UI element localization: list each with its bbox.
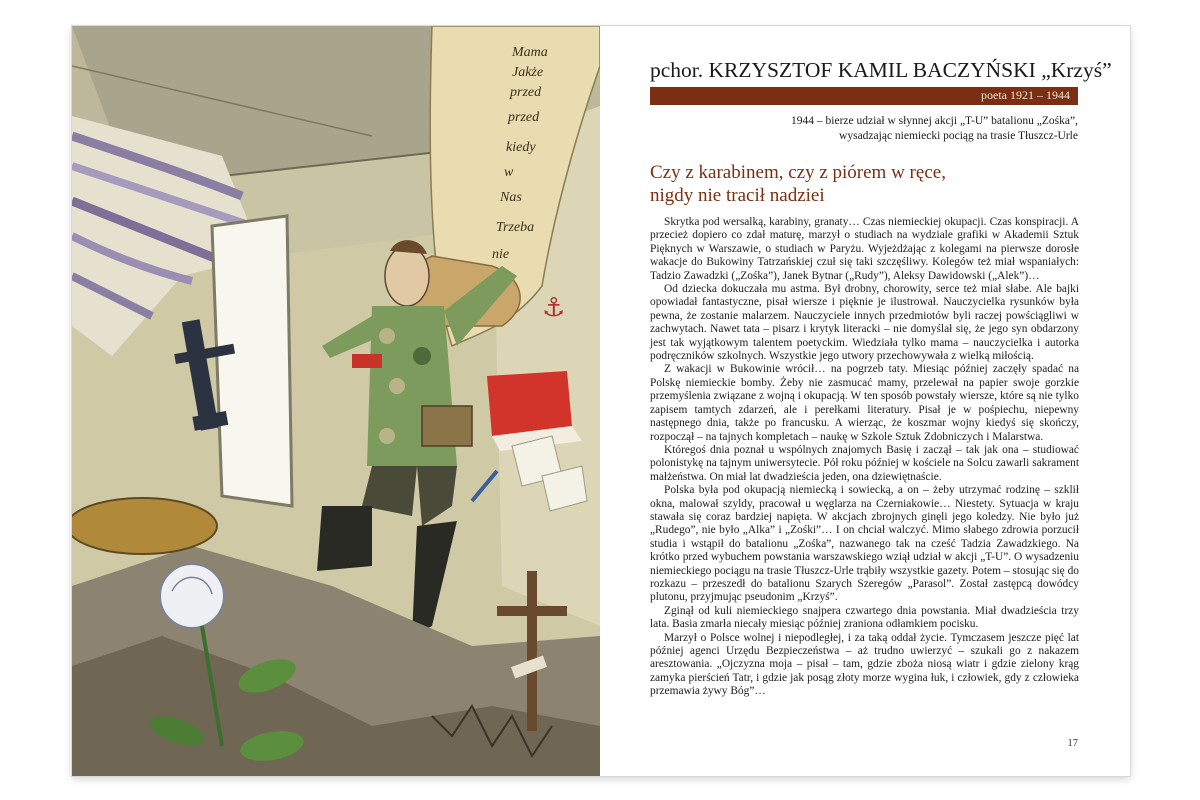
paragraph: Skrytka pod wersalką, karabiny, granaty… Czas niemieckiej okupacji. Czas konspiracji. A przecież dopiero co zdał maturę, marzył o studiach na wydziale grafiki w Akademii Sztuk Pięknych w Warszawie, o studiach w Paryżu. Wyjeżdżając z kolegami na pierwsze dorosłe wakacje do Bukowiny Tatrzańskiej czuł się taki szczęśliwy. Kolegów też miał wspaniałych: Tadzio Zawadzki („Zośka”), Janek Bytnar („Rudy”), Aleksy Dawidowski („Alek”)… xyxy=(650,216,1079,282)
paragraph: Od dziecka dokuczała mu astma. Był drobny, chorowity, serce też miał słabe. Ale bajki opowiadał fantastyczne, pisał wiersze i pięknie je ilustrował. Nauczycielka rysunków była pewna, że zostanie malarzem. Nauczyciele innych przedmiotów byli raczej powściągliwi w zachwytach. Nawet tata – pisarz i krytyk literacki – nie domyślał się, że jego syn obdarzony jest tak wyjątkowym talentem poetyckim. Wiedziała tylko mama – nauczycielka i autorka podręczników szkolnych. Wszystkie jego utwory przechowywała z wielką miłością. xyxy=(650,283,1079,363)
page-title: pchor. KRZYSZTOF KAMIL BACZYŃSKI „Krzyś” xyxy=(650,58,1112,82)
banner-word-6: w xyxy=(504,165,514,180)
text-page xyxy=(600,26,1130,776)
subtitle xyxy=(658,114,1078,144)
paragraph: Marzył o Polsce wolnej i niepodległej, i za taką oddał życie. Tymczasem jeszcze pięć lat później agenci Urzędu Bezpieczeństwa – aż trudno uwierzyć – szukali go z nakazem aresztowania. „Ojczyzna moja – pisał – tam, gdzie zboża niosą wiatr i gdzie zielony krąg zamyka pierścień Tatr, i gdzie jak posąg złoty morze wygina łuk, i człowiek, gdy z człowieka przemawia żywy Bóg”… xyxy=(650,631,1079,698)
banner-word-5: kiedy xyxy=(506,140,536,155)
paragraph: Któregoś dnia poznał u wspólnych znajomych Basię i zaczął – tak jak ona – studiować polonistykę na tajnym uniwersytecie. Pół roku później w kościele na Solcu zawarli sakrament małżeństwa. On miał lat dwadzieścia jeden, ona dziewiętnaście. xyxy=(650,443,1079,483)
headline-line-2: nigdy nie tracił nadziei xyxy=(650,185,825,206)
helmet xyxy=(72,498,217,554)
paragraph: Z wakacji w Bukowinie wrócił… na pogrzeb taty. Miesiąc później zaczęły spadać na Polskę niemieckie bomby. Żeby nie zasmucać mamy, przelewał na papier swoje gorzkie przemyślenia związane z wojną i okupacją. W ten sposób powstały wiersze, które są nie tylko zapisem tamtych zdarzeń, ale i perełkami literatury. Pisał je w pośpiechu, niepewny następnego dnia, także po francusku. A wierząc, że koszmar wojny kiedyś się skończy, rozpoczął – na tajnych kompletach – naukę w Szkole Sztuk Zdobniczych i Malarstwa. xyxy=(650,363,1079,443)
window xyxy=(212,216,292,506)
banner-word-1: Mama xyxy=(512,45,548,60)
red-book-icon xyxy=(487,371,582,451)
wall-sign-icon: ⚓ xyxy=(542,293,566,323)
banner-word-4: przed xyxy=(508,110,540,125)
paragraph: Polska była pod okupacją niemiecką i sowiecką, a on – żeby utrzymać rodzinę – szklił okna, malował szyldy, pracował u węglarza na Czerniakowie… Niestety. Sytuacja w kraju stawała się coraz bardziej napięta. W akcjach zbrojnych ginęli jego koledzy. Nie było już „Rudego”, nie było „Alka” i „Zośki”… I on chciał walczyć. Mimo słabego zdrowia porzucił studia i wstąpił do batalionu „Zośka”, nazwanego tak na cześć Tadzia Zawadzkiego. Na krótko przed wybuchem powstania warszawskiego wziął udział w akcji „T-U”. O wysadzeniu niemieckiego pociągu na trasie Tłuszcz-Urle trąbiły wszystkie gazety. Potem – stosując się do rozkazu – przeszedł do batalionu Szarych Szeregów „Parasol”. Został zastępcą dowódcy plutonu, przyjmując pseudonim „Krzyś”. xyxy=(650,484,1079,604)
page-number: 17 xyxy=(1067,738,1078,749)
title-bar xyxy=(650,87,1078,105)
headline-line-1: Czy z karabinem, czy z piórem w ręce, xyxy=(650,162,946,183)
banner-word-2: Jakże xyxy=(512,65,544,80)
poet-dates-label: poeta 1921 – 1944 xyxy=(981,88,1070,102)
banner-word-3: przed xyxy=(510,85,542,100)
banner-word-9: nie xyxy=(492,247,510,262)
subtitle-line-2: wysadzając niemiecki pociąg na trasie Tłuszcz-Urle xyxy=(839,130,1078,142)
subtitle-line-1: 1944 – bierze udział w słynnej akcji „T-U” batalionu „Zośka”, xyxy=(791,115,1078,127)
paragraph: Zginął od kuli niemieckiego snajpera czwartego dnia powstania. Miał dwadzieścia trzy lata. Basia zmarła niecały miesiąc później zraniona odłamkiem pocisku. xyxy=(650,604,1079,631)
banner-word-8: Trzeba xyxy=(496,220,535,235)
article-headline xyxy=(650,161,1080,207)
illustration-painting xyxy=(72,26,600,776)
poet-illustration xyxy=(72,26,600,776)
banner-word-7: Nas xyxy=(500,190,522,205)
article-body xyxy=(650,216,1079,699)
book-spread xyxy=(72,26,1130,776)
